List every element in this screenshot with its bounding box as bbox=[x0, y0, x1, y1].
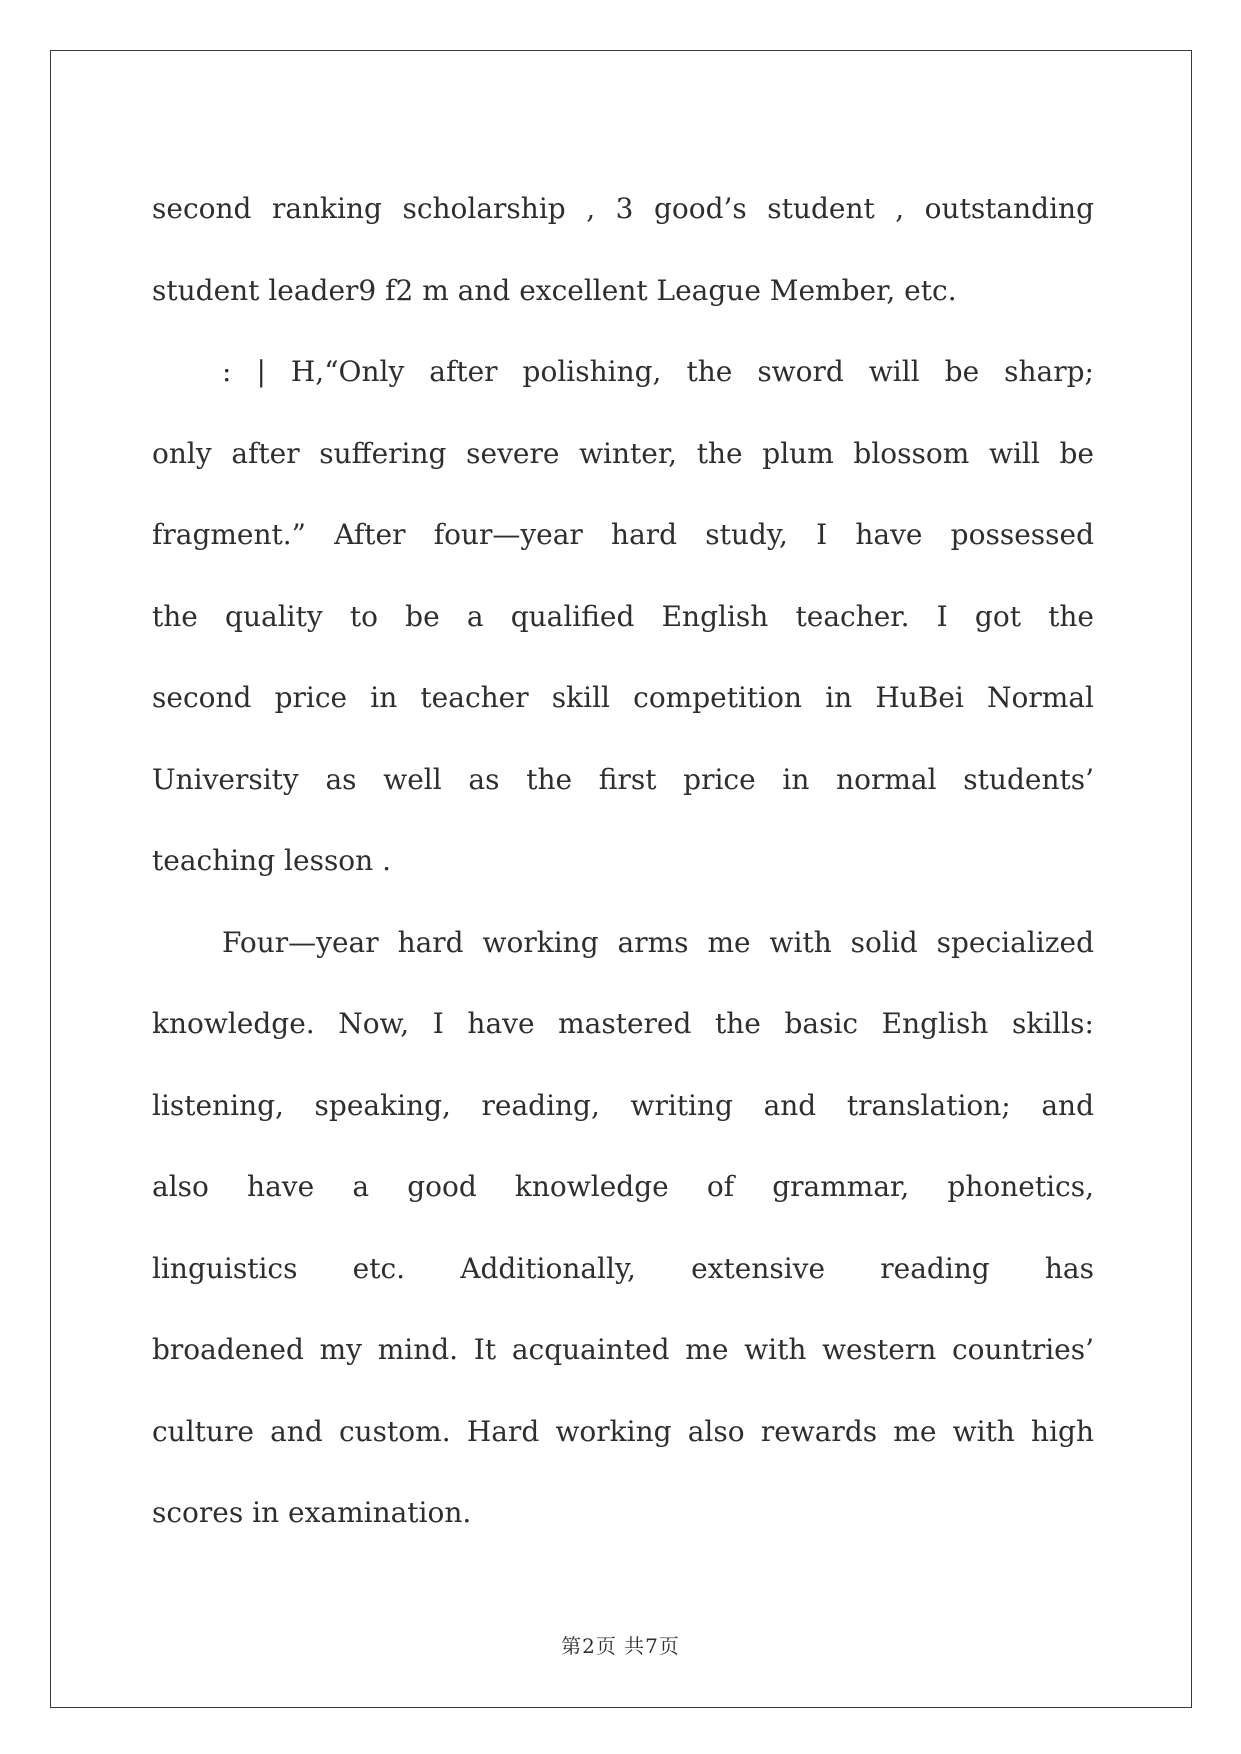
text-line: : | H,“Only after polishing, the sword will be sharp; bbox=[222, 355, 1094, 388]
text-line: broadened my mind. It acquainted me with western countries’ bbox=[152, 1333, 1094, 1366]
text-line: also have a good knowledge of grammar, phonetics, bbox=[152, 1170, 1094, 1203]
text-line: culture and custom. Hard working also rewards me with high bbox=[152, 1414, 1094, 1448]
text-line: Four—year hard working arms me with solid specialized bbox=[222, 925, 1094, 959]
text-line: second ranking scholarship , 3 good’s student , outstanding bbox=[152, 192, 1094, 225]
text-line: student leader9 f2 m and excellent League Member, etc. bbox=[152, 273, 957, 307]
text-line: University as well as the first price in normal students’ bbox=[152, 762, 1094, 796]
text-line: fragment.” After four—year hard study, I have possessed bbox=[152, 518, 1094, 551]
text-line: only after suffering severe winter, the plum blossom will be bbox=[152, 436, 1094, 470]
paragraph-3 bbox=[152, 902, 1094, 1554]
text-line: teaching lesson . bbox=[152, 844, 391, 877]
text-line: scores in examination. bbox=[152, 1496, 472, 1529]
text-line: listening, speaking, reading, writing and translation; and bbox=[152, 1088, 1094, 1122]
paragraph-1 bbox=[152, 168, 1094, 331]
text-line: second price in teacher skill competition in HuBei Normal bbox=[152, 681, 1094, 714]
document-body bbox=[152, 168, 1094, 1554]
text-line: the quality to be a qualified English teacher. I got the bbox=[152, 599, 1094, 633]
text-line: linguistics etc. Additionally, extensive reading has bbox=[152, 1251, 1094, 1285]
text-line: knowledge. Now, I have mastered the basic English skills: bbox=[152, 1007, 1094, 1040]
page-number-footer: 第2页 共7页 bbox=[561, 1634, 680, 1658]
paragraph-2 bbox=[152, 331, 1094, 902]
